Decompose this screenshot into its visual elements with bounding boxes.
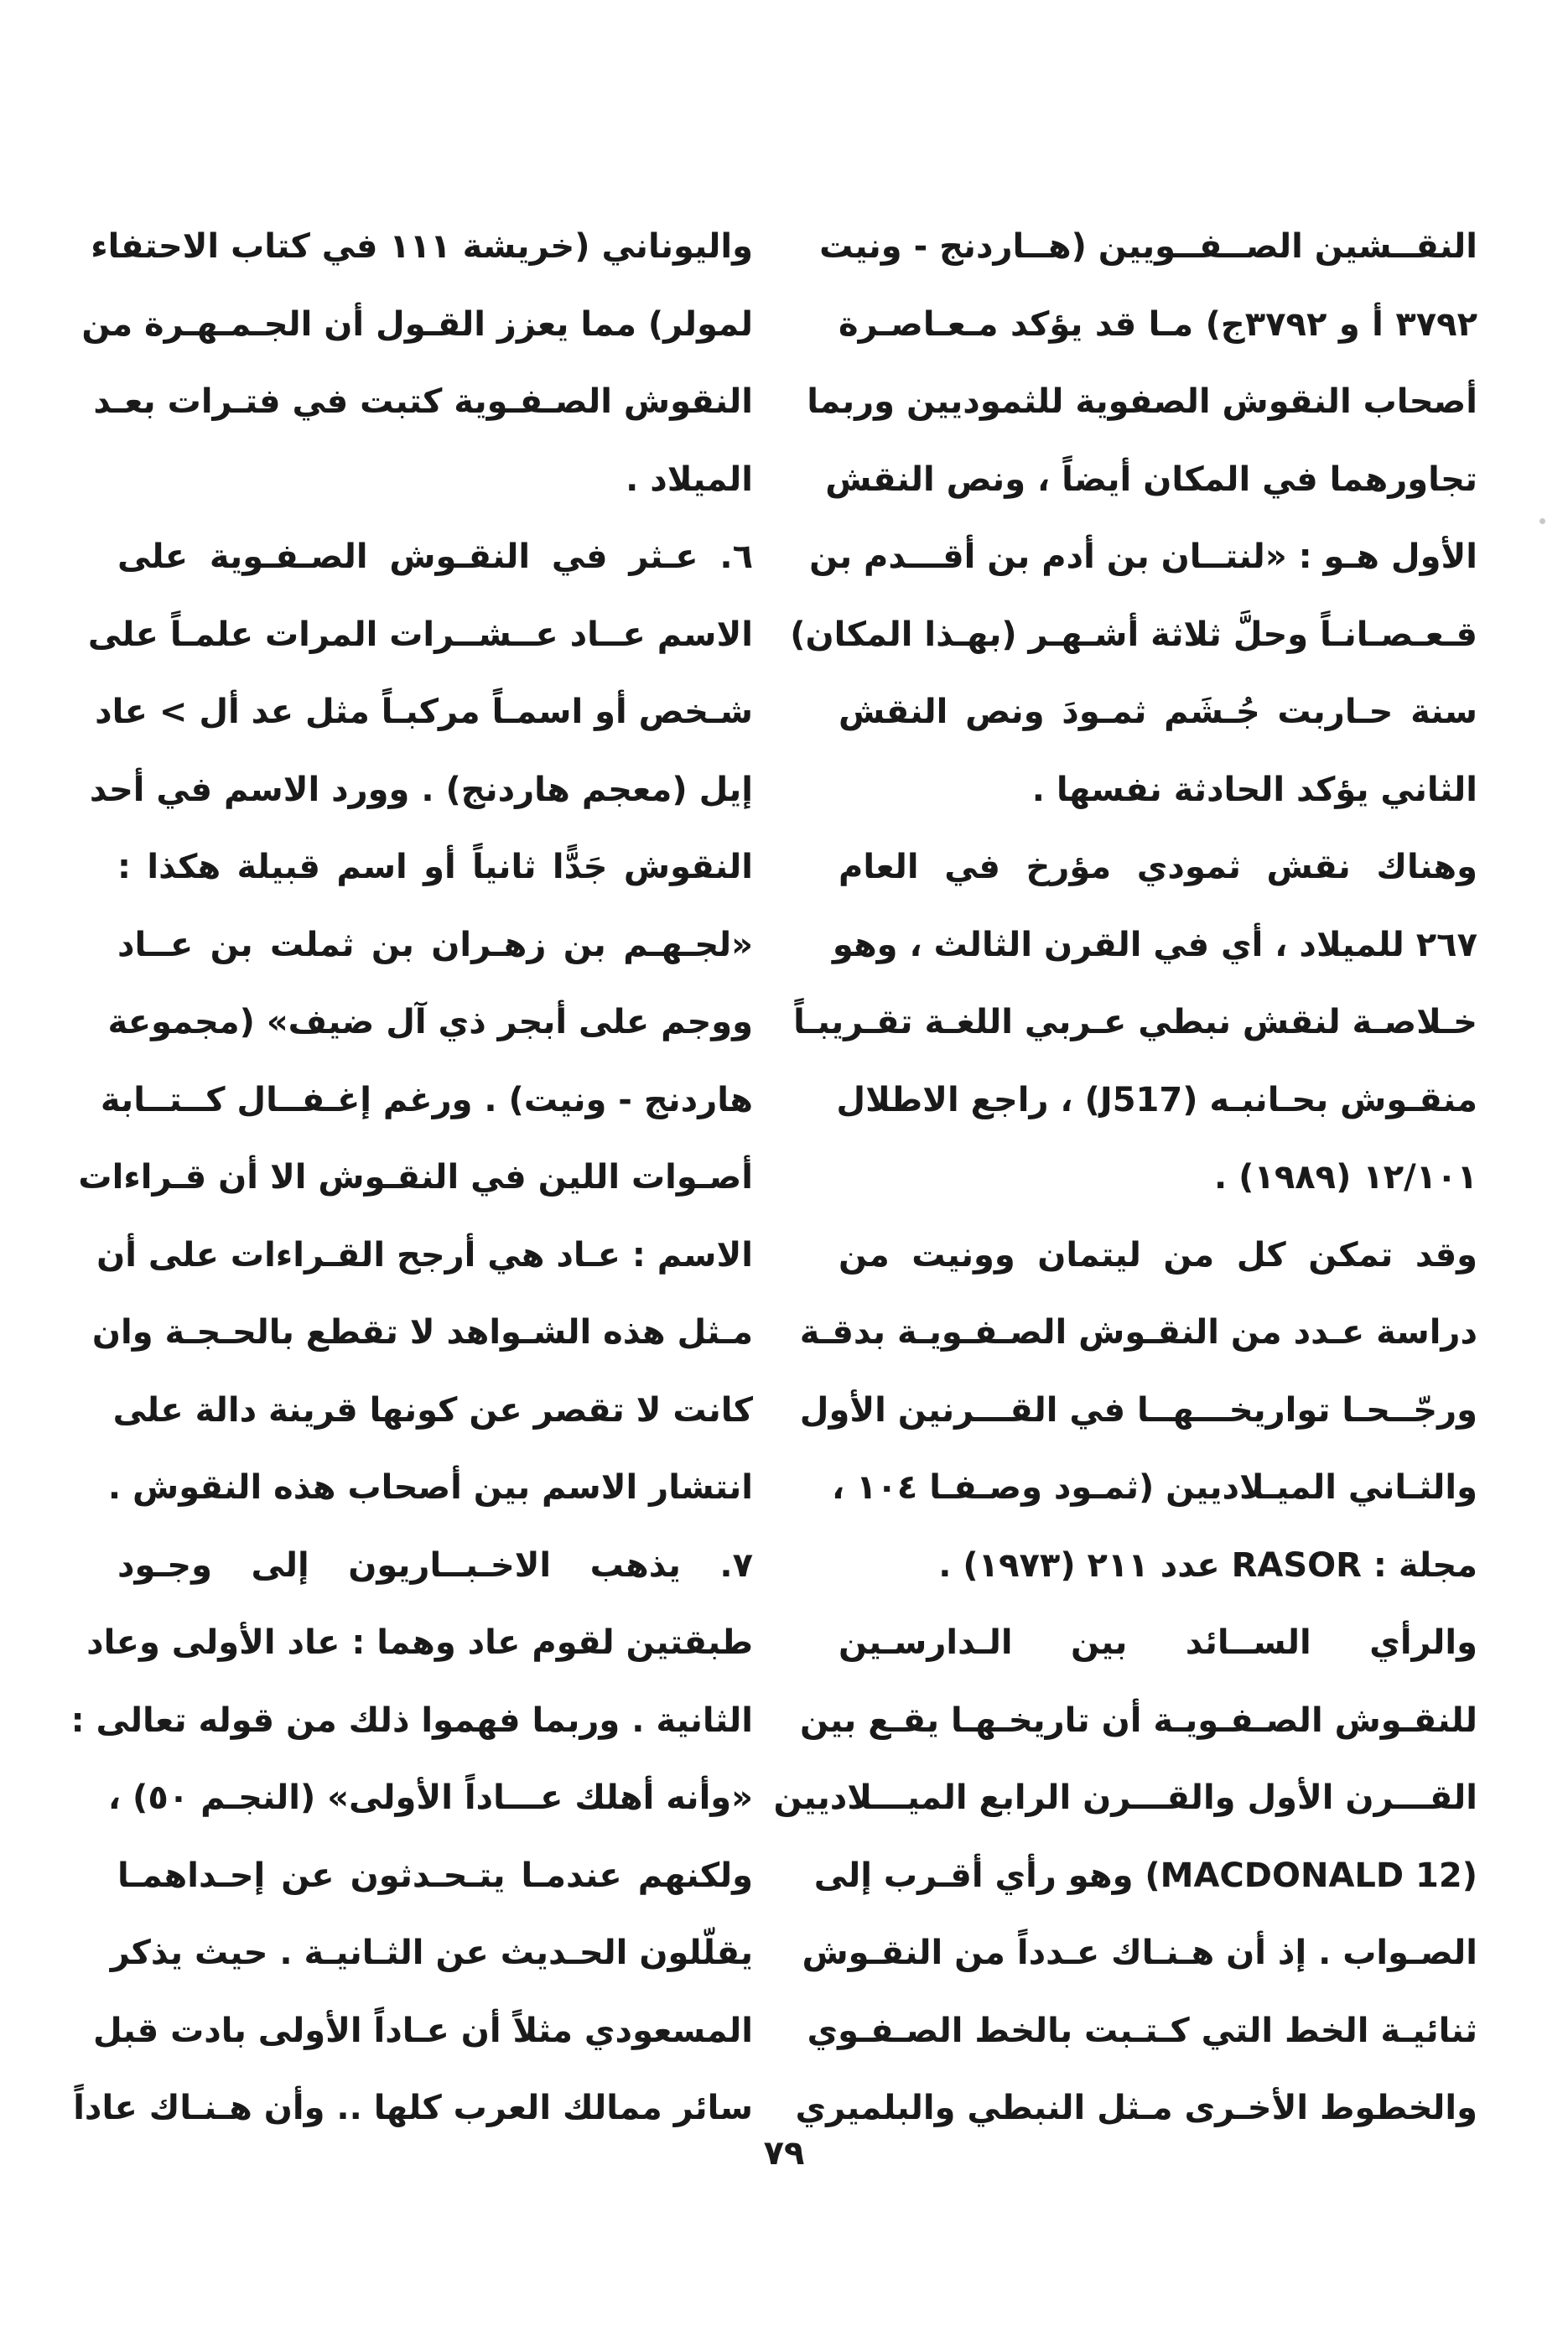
text-line: منقـوش بحـانبـه (J517) ، راجع الاطلال	[836, 1080, 1477, 1119]
text-line: شـخص أو اسمـاً مركبـاً مثل عد أل > عاد	[95, 693, 753, 731]
text-line: ٧. يذهب الاخـبــاريون إلى وجـود	[117, 1545, 753, 1585]
paragraph-end-line: الميلاد .	[626, 460, 753, 499]
text-line: ثنائيـة الخط التي كـتـبت بالخط الصـفـوي	[807, 2011, 1477, 2050]
page-number: ٧٩	[763, 2134, 805, 2173]
text-line: الأول هـو : «لنتــان بن أدم بن أقـــدم بن	[809, 537, 1477, 576]
text-line: كانت لا تقصر عن كونها قرينة دالة على	[112, 1390, 753, 1430]
text-line: يقلّلون الحـديث عن الثـانيـة . حيث يذكر	[110, 1934, 753, 1972]
text-line: للنقـوش الصـفـويـة أن تاريخـهـا يقـع بين	[799, 1701, 1477, 1740]
text-line: طبقتين لقوم عاد وهما : عاد الأولى وعاد	[86, 1623, 753, 1662]
text-line: خـلاصـة لنقش نبطي عـربي اللغـة تقـريبـاً	[793, 1003, 1477, 1041]
right-column	[773, 208, 1477, 2147]
scan-speck	[1539, 518, 1545, 524]
text-line: دراسة عـدد من النقـوش الصـفـويـة بدقـة	[799, 1313, 1477, 1352]
text-line: والخطوط الأخـرى مـثل النبطي والبلميري	[795, 2089, 1477, 2127]
text-line: ٦. عـثر في النقـوش الصـفـوية على	[117, 537, 753, 576]
text-line: إيل (معجم هاردنج) . وورد الاسم في أحد	[89, 770, 753, 809]
text-line: هاردنج - ونيت) . ورغم إغـفــال كــتــابة	[100, 1080, 753, 1119]
text-line: أصحاب النقوش الصفوية للثموديين وربما	[807, 382, 1477, 421]
text-line: ورجّــحـا تواريخـــهــا في القـــرنين الأول	[799, 1390, 1477, 1430]
text-line: ٢٦٧ للميلاد ، أي في القرن الثالث ، وهو	[832, 925, 1477, 964]
paragraph-end-line: انتشار الاسم بين أصحاب هذه النقوش .	[107, 1468, 753, 1507]
text-line: والثـاني الميـلاديين (ثمـود وصـفـا ١٠٤ ،	[831, 1468, 1477, 1507]
text-line: القـــرن الأول والقـــرن الرابع الميـــلاديين	[773, 1778, 1477, 1817]
text-line: قـعـصـانـاً وحلَّ ثلاثة أشـهـر (بهـذا المكان)	[790, 615, 1477, 654]
text-line: النقــشين الصــفــويين (هــاردنج - ونيت	[819, 227, 1477, 266]
text-line: لمولر) مما يعزز القـول أن الجـمـهـرة من	[81, 304, 753, 344]
text-line: مـثل هذه الشـواهد لا تقطع بالحـجـة وان	[91, 1313, 753, 1352]
text-line: الثانية . وربما فهموا ذلك من قوله تعالى :	[70, 1701, 753, 1740]
text-line: تجاورهما في المكان أيضاً ، ونص النقش	[825, 460, 1477, 499]
text-line: ولكنهم عندمـا يتـحـدثون عن إحـداهمـا	[117, 1856, 753, 1895]
left-column	[70, 208, 753, 2147]
text-line: أصـوات اللين في النقـوش الا أن قـراءات	[78, 1158, 753, 1197]
paragraph-end-line: الثاني يؤكد الحادثة نفسها .	[1031, 770, 1477, 809]
text-line: الاسم : عـاد هي أرجح القـراءات على أن	[96, 1235, 753, 1275]
text-line: والرأي الســائد بين الـدارسـين	[839, 1623, 1477, 1662]
text-line: «وأنه أهلك عـــاداً الأولى» (النجـم ٥٠) ،	[107, 1778, 753, 1817]
text-line: الاسم عــاد عــشــرات المرات علمـاً على	[87, 615, 753, 654]
text-line: ووجم على أبجر ذي آل ضيف» (مجموعة	[107, 1003, 753, 1041]
text-line: سنة حـاربت جُـشَم ثمـودَ ونص النقش	[839, 693, 1477, 731]
paragraph-end-line: مجلة : RASOR عدد ٢١١ (١٩٧٣) .	[938, 1545, 1477, 1585]
text-line: واليوناني (خريشة ١١١ في كتاب الاحتفاء	[91, 227, 753, 266]
text-line: ٣٧٩٢ أ و ٣٧٩٢ج) مـا قد يؤكد مـعـاصـرة	[839, 304, 1477, 344]
text-line: الصـواب . إذ أن هـنـاك عـدداً من النقـوش	[802, 1934, 1477, 1972]
paragraph-end-line: ١٢/١٠١ (١٩٨٩) .	[1214, 1158, 1477, 1197]
text-line: النقوش جَدًّا ثانياً أو اسم قبيلة هكذا :	[117, 848, 753, 886]
text-line: المسعودي مثلاً أن عـاداً الأولى بادت قبل	[92, 2011, 753, 2050]
text-line: النقوش الصـفـوية كتبت في فتـرات بعـد	[93, 382, 753, 421]
text-line: وهناك نقش ثمودي مؤرخ في العام	[839, 848, 1477, 886]
text-line: (MACDONALD 12) وهو رأي أقـرب إلى	[813, 1856, 1477, 1895]
text-line: «لجـهـم بن زهـران بن ثملت بن عــاد	[117, 925, 753, 964]
text-line: سائر ممالك العرب كلها .. وأن هـنـاك عاداً	[73, 2089, 753, 2127]
text-line: وقد تمكن كل من ليتمان وونيت من	[839, 1235, 1477, 1275]
